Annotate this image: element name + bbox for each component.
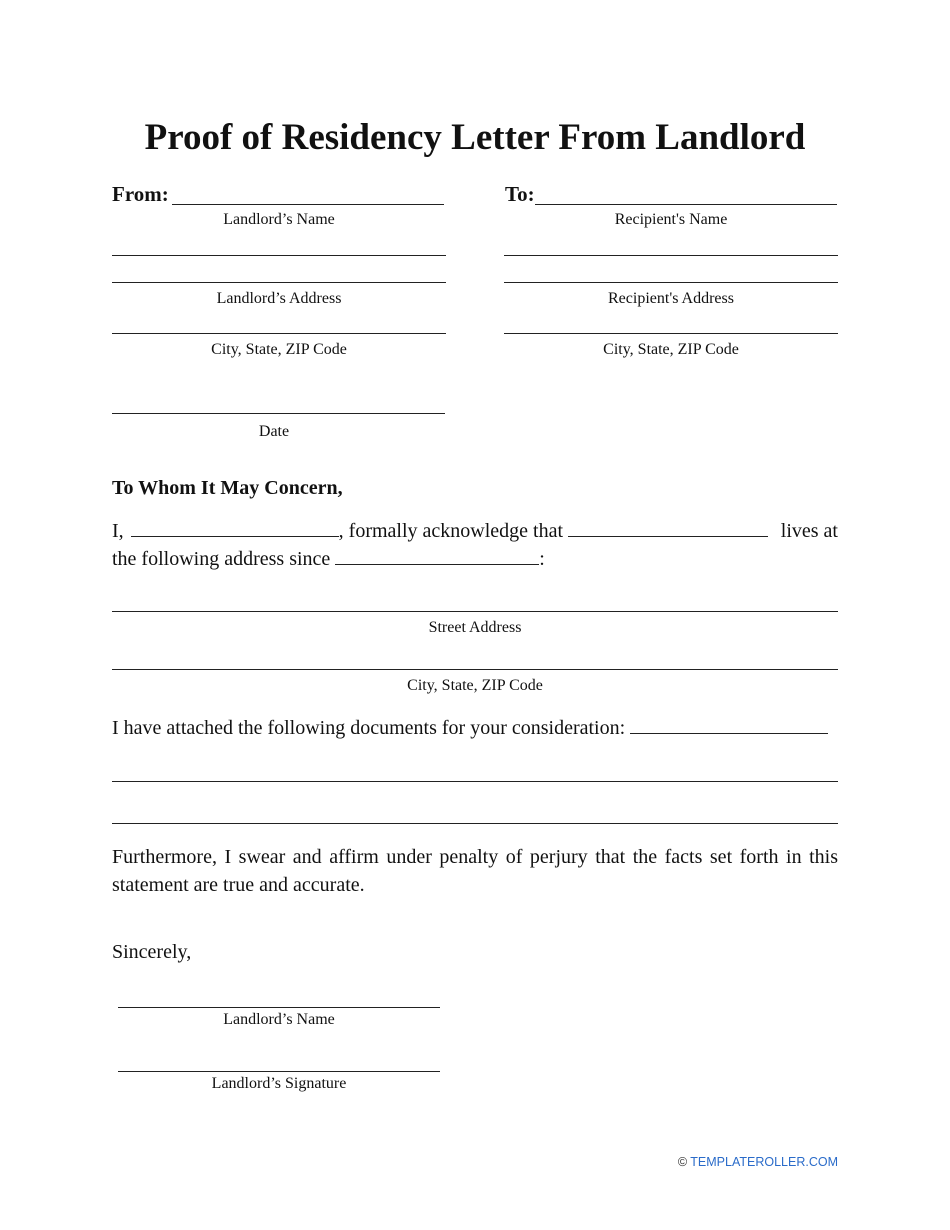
date-field[interactable] <box>112 413 445 414</box>
ack-text-5: : <box>539 548 545 570</box>
landlord-address-line-1[interactable] <box>112 255 446 256</box>
date-caption: Date <box>258 423 290 440</box>
acknowledge-line-1 <box>112 517 838 545</box>
page-title: Proof of Residency Letter From Landlord <box>144 117 806 158</box>
recipient-name-caption: Recipient's Name <box>614 211 728 228</box>
recipient-address-line-1[interactable] <box>504 255 838 256</box>
documents-line-2[interactable] <box>112 781 838 782</box>
signature-field[interactable] <box>118 1071 440 1072</box>
landlord-name-blank[interactable] <box>131 518 339 537</box>
landlord-city-caption: City, State, ZIP Code <box>211 341 347 358</box>
landlord-address-caption: Landlord’s Address <box>216 290 342 307</box>
to-label: To: <box>505 182 535 206</box>
recipient-address-caption: Recipient's Address <box>608 290 734 307</box>
since-date-blank[interactable] <box>335 546 539 565</box>
tenant-name-blank[interactable] <box>568 518 768 537</box>
recipient-address-line-2[interactable] <box>504 282 838 283</box>
signature-name-caption: Landlord’s Name <box>223 1011 335 1028</box>
acknowledge-line-2 <box>112 545 838 573</box>
signature-caption: Landlord’s Signature <box>211 1075 347 1092</box>
documents-blank[interactable] <box>630 715 828 734</box>
tenant-city-caption: City, State, ZIP Code <box>407 677 543 694</box>
tenant-city-field[interactable] <box>112 669 838 670</box>
landlord-city-field[interactable] <box>112 333 446 334</box>
attached-text: I have attached the following documents for your consideration: <box>112 717 626 739</box>
documents-line-3[interactable] <box>112 823 838 824</box>
templateroller-link[interactable]: TEMPLATEROLLER.COM <box>690 1155 838 1169</box>
recipient-city-field[interactable] <box>504 333 838 334</box>
street-address-field[interactable] <box>112 611 838 612</box>
closing: Sincerely, <box>112 941 192 963</box>
recipient-city-caption: City, State, ZIP Code <box>603 341 739 358</box>
from-label: From: <box>112 182 169 206</box>
landlord-address-line-2[interactable] <box>112 282 446 283</box>
signature-name-field[interactable] <box>118 1007 440 1008</box>
recipient-name-field[interactable] <box>535 204 837 205</box>
affirmation-paragraph: Furthermore, I swear and affirm under penalty of perjury that the facts set forth in this statement are true and accurate. <box>112 846 838 896</box>
copyright-symbol: © <box>677 1155 688 1169</box>
ack-text-1: I, <box>112 520 124 542</box>
ack-text-2: , formally acknowledge that <box>338 520 564 542</box>
landlord-name-caption: Landlord’s Name <box>223 211 335 228</box>
ack-text-3: lives at <box>780 520 838 542</box>
street-address-caption: Street Address <box>428 619 522 636</box>
attached-documents-line <box>112 714 838 742</box>
footer <box>678 1154 838 1170</box>
salutation: To Whom It May Concern, <box>112 477 343 499</box>
landlord-name-field[interactable] <box>172 204 444 205</box>
ack-text-4: the following address since <box>112 548 331 570</box>
